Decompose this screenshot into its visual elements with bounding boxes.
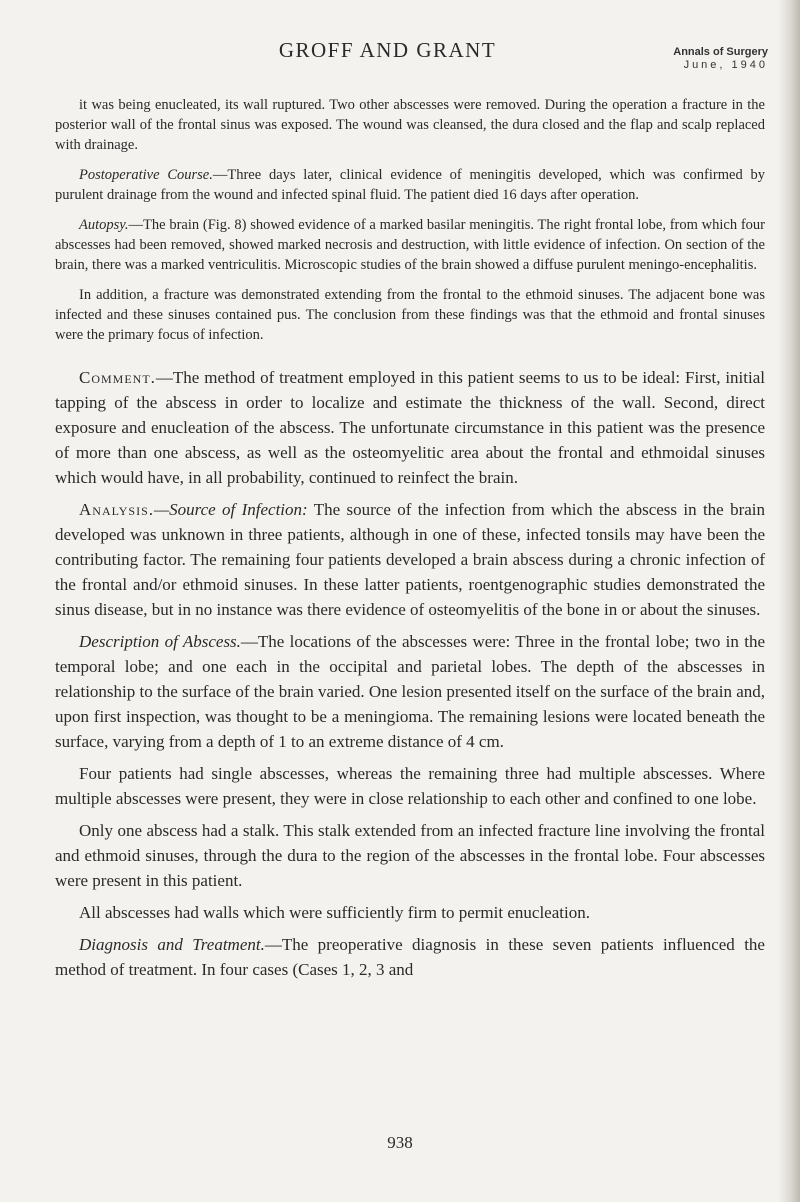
paragraph: Diagnosis and Treatment.—The preoperative diagnosis in these seven patients influenced the method of treatment. In four cases (Cases 1, 2, 3 and bbox=[55, 935, 765, 979]
analysis-heading: Analysis. bbox=[79, 500, 154, 519]
page-header bbox=[0, 34, 800, 74]
description-of-abscess-heading: Description of Abscess. bbox=[79, 632, 241, 651]
paragraph: Only one abscess had a stalk. This stalk extended from an infected fracture line involving the frontal and ethmoid sinuses, through the dura to the region of the abscesses in the frontal lobe. Four abscesses were present in this patient. bbox=[55, 821, 765, 890]
paragraph: All abscesses had walls which were sufficiently firm to permit enucleation. bbox=[79, 903, 590, 922]
comment-heading: Comment. bbox=[79, 368, 156, 387]
source-of-infection-heading: —Source of Infection: bbox=[154, 500, 308, 519]
paragraph: Comment.—The method of treatment employed in this patient seems to us to be ideal: First, initial tapping of the abscess in order to localize and estimate the thickness of the wall. Second, direct exposure and enucleation of the abscess. The unfortunate circumstance in this patient was the presence of more than one abscess, as well as the osteomyelitic area about the frontal and ethmoidal sinuses which would have, in all probability, continued to reinfect the brain. bbox=[55, 368, 765, 487]
discussion-section bbox=[55, 365, 765, 982]
paragraph: Postoperative Course.—Three days later, clinical evidence of meningitis developed, which was confirmed by purulent drainage from the wound and infected spinal fluid. The patient died 16 days after operation. bbox=[55, 167, 765, 203]
paragraph: Analysis.—Source of Infection: The source of the infection from which the abscess in the brain developed was unknown in three patients, although in one of these, infected tonsils may have been the contributing factor. The remaining four patients developed a brain abscess during a chronic infection of the frontal and/or ethmoid sinuses. In these latter patients, roentgenographic studies demonstrated the sinus disease, but in no instance was there evidence of osteomyelitis of the bone in or about the sinuses. bbox=[55, 500, 766, 619]
page-edge-shadow bbox=[778, 0, 800, 1202]
postoperative-course-heading: Postoperative Course. bbox=[79, 167, 213, 183]
journal-date: June, 1940 bbox=[683, 59, 768, 71]
journal-info bbox=[673, 46, 768, 72]
paragraph: Description of Abscess.—The locations of the abscesses were: Three in the frontal lobe; two in the temporal lobe; and one each in the occipital and parietal lobes. The depth of the abscesses in relationship to the surface of the brain varied. One lesion presented itself on the surface of the brain and, upon first inspection, was thought to be a meningioma. The remaining lesions were located beneath the surface, varying from a depth of 1 to an extreme distance of 4 cm. bbox=[55, 632, 765, 751]
page-number: 938 bbox=[387, 1133, 413, 1152]
case-report-section bbox=[55, 95, 765, 345]
diagnosis-and-treatment-heading: Diagnosis and Treatment. bbox=[79, 935, 265, 954]
paragraph: In addition, a fracture was demonstrated extending from the frontal to the ethmoid sinuses. The adjacent bone was infected and these sinuses contained pus. The conclusion from these findings was that the ethmoid and frontal sinuses were the primary focus of infection. bbox=[55, 287, 765, 343]
article-body bbox=[55, 95, 765, 982]
journal-name: Annals of Surgery bbox=[673, 46, 768, 58]
autopsy-heading: Autopsy. bbox=[79, 217, 129, 233]
paragraph: Four patients had single abscesses, whereas the remaining three had multiple abscesses. Where multiple abscesses were present, they were in close relationship to each other and confined to one lobe. bbox=[55, 764, 765, 808]
paragraph: it was being enucleated, its wall ruptured. Two other abscesses were removed. During the operation a fracture in the posterior wall of the frontal sinus was exposed. The wound was cleansed, the dura closed and the flap and scalp replaced with drainage. bbox=[55, 97, 765, 153]
running-title: GROFF AND GRANT bbox=[278, 38, 497, 62]
paragraph: Autopsy.—The brain (Fig. 8) showed evidence of a marked basilar meningitis. The right frontal lobe, from which four abscesses had been removed, showed marked necrosis and destruction, with little evidence of infection. On section of the brain, there was a marked ventriculitis. Microscopic studies of the brain showed a diffuse purulent meningo-encephalitis. bbox=[55, 217, 765, 273]
